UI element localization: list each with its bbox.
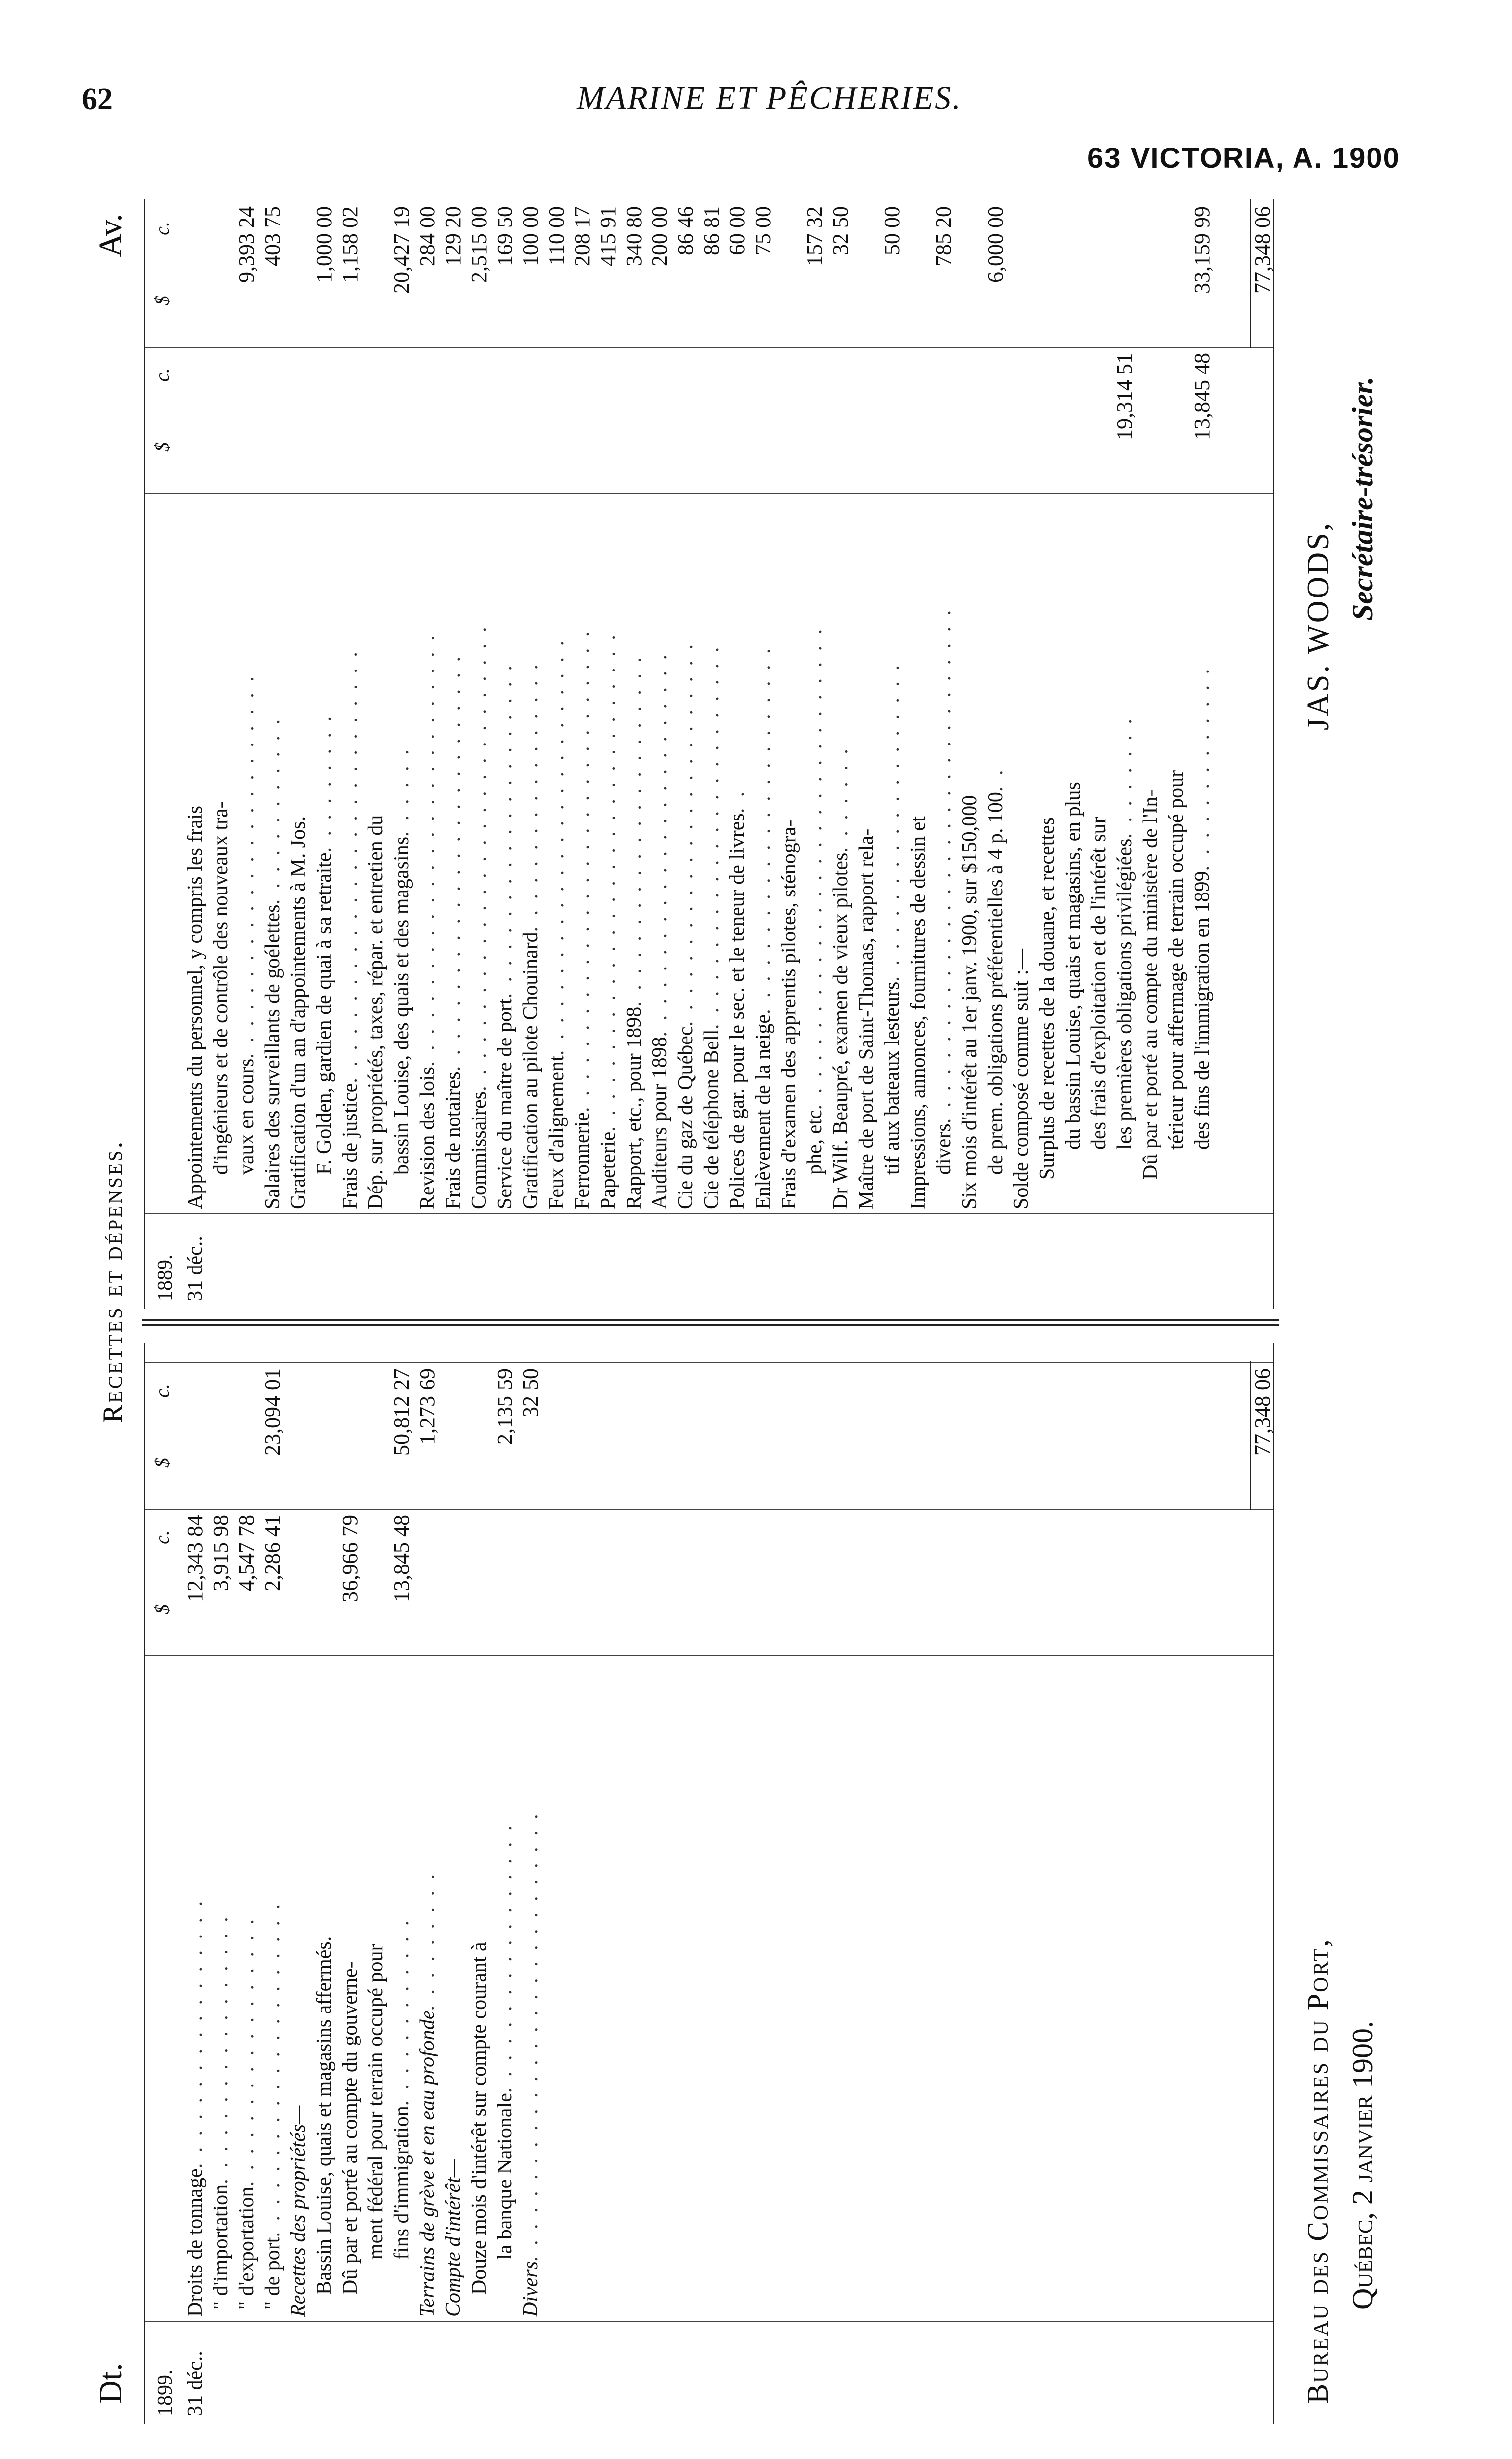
expenses-line-label bbox=[183, 806, 208, 1209]
expenses-line-text: du bassin Louise, quais et magasins, en plus bbox=[1062, 782, 1084, 1150]
leader-dots: . . . . . . . . . . . . . . . . . . . . . . . . bbox=[235, 673, 258, 1059]
expenses-line-label bbox=[260, 716, 285, 1209]
receipts-amount: 23,094 01 bbox=[260, 1368, 285, 1456]
expenses-line-label bbox=[983, 767, 1008, 1175]
ledger-rotated bbox=[74, 199, 1445, 2424]
center-rule-2 bbox=[142, 1319, 1279, 1321]
expenses-line-label bbox=[441, 654, 466, 1209]
expenses-amount: 403 75 bbox=[260, 206, 285, 266]
receipts-line-label bbox=[234, 1916, 259, 2310]
expenses-amount: 75 00 bbox=[751, 206, 775, 255]
receipts-line-text: Droits de tonnage bbox=[184, 2168, 207, 2317]
expenses-amount: 100 00 bbox=[518, 206, 543, 266]
receipts-line-text: " d'importation bbox=[210, 2184, 232, 2310]
expenses-line-label bbox=[596, 632, 621, 1209]
leader-dots: . . . . . . . . . . . . . . . . . . . . . . . . . . bbox=[442, 653, 465, 1072]
office-name: Bureau des Commissaires du Port, bbox=[1301, 1938, 1334, 2404]
leader-dots: . . . . . . . . . . . . . . . . . . . . . . . . . . . bbox=[339, 649, 361, 1083]
expenses-subtotal: 13,845 48 bbox=[1190, 353, 1214, 440]
expenses-line-label bbox=[1112, 716, 1137, 1150]
receipts-line-text: Douze mois d'intérêt sur compte courant à bbox=[468, 1942, 491, 2295]
place-date: Québec, 2 janvier 1900. bbox=[1346, 2021, 1379, 2310]
expenses-line-label bbox=[751, 646, 776, 1210]
expenses-line-label bbox=[725, 789, 750, 1209]
expenses-year: 1889. bbox=[154, 1254, 177, 1301]
expenses-line-label bbox=[932, 607, 956, 1175]
expenses-line-text: Rapport, etc., pour 1898 bbox=[623, 1006, 646, 1209]
expenses-line-text: Commissaires bbox=[468, 1091, 491, 1209]
expenses-line-label bbox=[880, 662, 905, 1175]
expenses-line-label bbox=[1061, 782, 1085, 1150]
expenses-amount: 60 00 bbox=[725, 206, 749, 255]
leader-dots: . . . . . . . . . . . . . . . . . . . . bbox=[881, 662, 904, 982]
receipts-line-label bbox=[493, 1823, 517, 2260]
receipts-subtotal: 36,966 79 bbox=[338, 1515, 362, 1602]
leader-dots: . . . . . . . . . bbox=[416, 1871, 439, 2011]
expenses-line-text: les premières obligations privilégiées bbox=[1113, 838, 1136, 1150]
cents-head: c. bbox=[151, 1384, 173, 1398]
running-head: MARINE ET PÊCHERIES. bbox=[577, 80, 962, 116]
receipts-amount: 32 50 bbox=[518, 1368, 543, 1417]
leader-dots: . . . . . . . . . . . . . . . . . . . . . . . . . . . bbox=[416, 632, 439, 1067]
credit-label: Av. bbox=[92, 214, 129, 257]
expenses-amount: 1,000 00 bbox=[312, 206, 336, 283]
expenses-line-text: vaux en cours bbox=[235, 1058, 258, 1175]
expenses-line-label bbox=[622, 654, 647, 1209]
expenses-line-text: Solde composé comme suit :— bbox=[1010, 949, 1033, 1209]
expenses-line-text: d'ingénieurs et de contrôle des nouveaux tra- bbox=[210, 801, 232, 1175]
leader-dots: . . . . . . . . . bbox=[313, 713, 336, 853]
expenses-line-text: Gratification au pilote Chouinard bbox=[519, 932, 542, 1209]
leader-dots: . . . . . . . bbox=[829, 746, 852, 853]
receipts-side bbox=[144, 1343, 1274, 2424]
receipts-line-label bbox=[286, 2106, 311, 2317]
expenses-line-text: Gratification d'un an d'appointements à M. Jos. bbox=[287, 816, 310, 1209]
expenses-line-text: F. Golden, gardien de quai à sa retraite bbox=[313, 852, 336, 1175]
receipts-line-label bbox=[183, 1898, 208, 2317]
expenses-subtotal: 19,314 51 bbox=[1112, 353, 1137, 440]
expenses-amount: 785 20 bbox=[932, 206, 956, 266]
leader-dots: . . . . . . . . . . . . . . . . . . . . . . . . . . bbox=[545, 637, 568, 1056]
expenses-amount: 2,515 00 bbox=[467, 206, 491, 283]
expenses-line-label bbox=[389, 746, 414, 1175]
expenses-line-text: Maître de port de Saint-Thomas, rapport rela- bbox=[855, 828, 878, 1209]
leader-dots: . . . . . . . . . . . . . . . . . . . . . . . . bbox=[700, 644, 723, 1030]
receipts-line-text: Terrains de grève et en eau profonde bbox=[416, 2010, 439, 2317]
receipts-line-label bbox=[209, 1914, 233, 2310]
expenses-line-text: divers bbox=[933, 1123, 955, 1175]
receipts-line-text: Dû par et porté au compte du gouverne- bbox=[339, 1961, 361, 2295]
receipts-line-text: la banque Nationale bbox=[494, 2093, 516, 2260]
receipts-line-label bbox=[518, 1811, 543, 2317]
leader-dots: . . . . . . bbox=[390, 746, 413, 837]
expenses-line-text: bassin Louise, des quais et des magasins bbox=[390, 836, 413, 1175]
expenses-line-label bbox=[570, 629, 595, 1209]
expenses-line-text: Dû par et porté au compte du ministère de l'In- bbox=[1139, 789, 1162, 1180]
receipts-subtotal: 3,915 98 bbox=[209, 1515, 233, 1591]
ledger-header bbox=[74, 199, 139, 2424]
expenses-line-text: tif aux bateaux lesteurs bbox=[881, 981, 904, 1175]
expenses-amount: 50 00 bbox=[880, 206, 904, 255]
expenses-line-text: Dép. sur propriétés, taxes, répar. et entretien du bbox=[364, 815, 387, 1209]
receipts-line-label bbox=[415, 1871, 440, 2317]
expenses-line-text: Ferronnerie bbox=[571, 1112, 594, 1209]
leader-dots: . . . . . . . . . . . . . . . . . . . . . . . . . . . . . bbox=[468, 624, 491, 1091]
expenses-amount: 20,427 19 bbox=[389, 206, 414, 294]
leader-dots: . . . . . . . . . . . . . . . . . . . . . . . . bbox=[674, 641, 697, 1027]
expenses-line-text: térieur pour affermage de terrain occupé pour bbox=[1165, 770, 1188, 1150]
leader-dots: . . . . . . . . . . . . . . . . . bbox=[210, 1914, 232, 2184]
expenses-amount: 129 20 bbox=[441, 206, 465, 266]
expenses-line-label bbox=[467, 624, 492, 1210]
center-rule bbox=[142, 1324, 1279, 1326]
expenses-line-text: Polices de gar. pour le sec. et le teneur de livres bbox=[726, 813, 749, 1209]
expenses-line-text: Appointements du personnel, y compris les frais bbox=[184, 805, 207, 1209]
leader-dots: . . bbox=[984, 767, 1007, 792]
leader-dots: . . . . . . . . . . . . . . . . . . . . . . . . . . . . bbox=[519, 1810, 542, 2262]
expenses-line-text: Frais de justice bbox=[339, 1083, 361, 1209]
cents-head: c. bbox=[151, 368, 173, 382]
receipts-grand-total: 77,348 06 bbox=[1250, 1368, 1275, 1456]
receipts-amount: 1,273 69 bbox=[415, 1368, 439, 1445]
expenses-line-label bbox=[1138, 790, 1163, 1180]
expenses-amount: 33,159 99 bbox=[1190, 206, 1214, 294]
receipts-line-label bbox=[312, 1937, 337, 2295]
expenses-line-label bbox=[957, 795, 982, 1209]
expenses-line-text: de prem. obligations préférentielles à 4 p. 100 bbox=[984, 792, 1007, 1175]
leader-dots: . . bbox=[726, 788, 749, 814]
receipts-subtotal: 2,286 41 bbox=[260, 1515, 285, 1591]
leader-dots: . . . . . . . . . . . . . . . . . bbox=[235, 1916, 258, 2187]
expenses-line-text: Revision des lois bbox=[416, 1066, 439, 1209]
expenses-amount: 86 81 bbox=[699, 206, 723, 255]
expenses-line-text: des frais d'exploitation et de l'intérêt sur bbox=[1087, 817, 1110, 1150]
expenses-line-text: Salaires des surveillants de goélettes bbox=[261, 904, 284, 1209]
expenses-line-text: des fins de l'immigration en 1899 bbox=[1191, 871, 1214, 1150]
leader-dots: . . . . . . . . . . . . . . . . . . . . . bbox=[261, 1901, 284, 2237]
expenses-amount: 340 80 bbox=[622, 206, 646, 266]
expenses-line-label bbox=[415, 632, 440, 1209]
receipts-amount: 2,135 59 bbox=[493, 1368, 517, 1445]
receipts-line-text: Divers bbox=[519, 2261, 542, 2317]
receipts-line-label bbox=[389, 1918, 414, 2260]
receipts-line-label bbox=[467, 1942, 492, 2295]
dollar-head: $ bbox=[151, 442, 173, 452]
expenses-amount: 169 50 bbox=[493, 206, 517, 266]
receipts-line-text: Compte d'intérêt— bbox=[442, 2159, 465, 2317]
expenses-amount: 1,158 02 bbox=[338, 206, 362, 283]
expenses-line-label bbox=[312, 713, 337, 1175]
expenses-side bbox=[144, 199, 1274, 1309]
expenses-line-label bbox=[286, 816, 311, 1209]
receipts-line-label bbox=[441, 2159, 466, 2317]
receipts-line-text: fins d'immigration bbox=[390, 2106, 413, 2260]
signer-name: JAS. WOODS, bbox=[1301, 521, 1335, 730]
receipts-line-text: " d'exportation bbox=[235, 2186, 258, 2310]
dollar-head: $ bbox=[151, 1604, 173, 1614]
expenses-line-label bbox=[1086, 817, 1111, 1150]
expenses-line-text: Auditeurs pour 1898 bbox=[648, 1037, 671, 1209]
expenses-line-label bbox=[234, 673, 259, 1175]
leader-dots: . . . . . . . . . . . . . bbox=[1191, 666, 1214, 871]
receipts-line-label bbox=[363, 1944, 388, 2260]
expenses-line-text: phe, etc bbox=[803, 1110, 826, 1175]
expenses-line-label bbox=[1190, 666, 1215, 1150]
expenses-line-text: Impressions, annonces, fournitures de dessin et bbox=[907, 816, 930, 1209]
leader-dots: . . . . . . . . . . . . . . . . . . . . . . bbox=[623, 654, 646, 1007]
receipts-line-label bbox=[260, 1901, 285, 2310]
expenses-line-label bbox=[493, 663, 517, 1209]
expenses-line-label bbox=[338, 649, 362, 1209]
expenses-line-label bbox=[777, 820, 801, 1209]
expenses-line-text: Six mois d'intérêt au 1er janv. 1900, sur $150,000 bbox=[958, 795, 981, 1209]
expenses-line-text: Surplus de recettes de la douane, et recettes bbox=[1036, 817, 1059, 1180]
leader-dots: . . . . . . . . . . . . . . . . . . . . . . . . . . . . . . bbox=[803, 626, 826, 1110]
leader-dots: . . . . . . . . . . . . . . . . . bbox=[184, 1898, 207, 2169]
expenses-line-text: Cie de téléphone Bell bbox=[700, 1029, 723, 1209]
expenses-line-label bbox=[802, 626, 827, 1175]
receipts-line-text: ment fédéral pour terrain occupé pour bbox=[364, 1944, 387, 2260]
expenses-amount: 86 46 bbox=[673, 206, 698, 255]
expenses-amount: 284 00 bbox=[415, 206, 439, 266]
leader-dots: . . . . . . . . . . . . . . . . . . . . . . . . . . . . . . bbox=[571, 628, 594, 1113]
expenses-amount: 157 32 bbox=[802, 206, 827, 266]
expenses-line-text: Frais d'examen des apprentis pilotes, sténogra- bbox=[778, 820, 800, 1209]
expenses-amount: 6,000 00 bbox=[983, 206, 1008, 283]
leader-dots: . . . . . . . . . . . . . . . . . . . . . bbox=[494, 662, 516, 999]
debit-label: Dt. bbox=[92, 2363, 129, 2404]
expenses-line-text: Dr Wilf. Beaupré, examen de vieux pilotes bbox=[829, 852, 852, 1209]
dollar-head: $ bbox=[151, 296, 173, 305]
expenses-amount: 32 50 bbox=[828, 206, 853, 255]
expenses-amount: 208 17 bbox=[570, 206, 594, 266]
expenses-line-text: Feux d'alignement bbox=[545, 1055, 568, 1209]
expenses-line-label bbox=[544, 638, 569, 1209]
receipts-line-label bbox=[338, 1961, 362, 2295]
expenses-line-text: Papeterie bbox=[597, 1131, 620, 1209]
expenses-line-label bbox=[209, 801, 233, 1175]
receipts-date: 31 déc.. bbox=[184, 2351, 207, 2416]
expenses-line-label bbox=[828, 746, 853, 1209]
expenses-line-text: Enlèvement de la neige bbox=[752, 1014, 775, 1209]
session-label: 63 VICTORIA, A. 1900 bbox=[1087, 142, 1400, 174]
receipts-subtotal: 13,845 48 bbox=[389, 1515, 414, 1602]
expenses-line-label bbox=[518, 662, 543, 1209]
expenses-amount: 110 00 bbox=[544, 206, 569, 266]
cents-head: c. bbox=[151, 1530, 173, 1544]
leader-dots: . . . . . . . . . . . . bbox=[261, 716, 284, 905]
expenses-line-text: Cie du gaz de Québec bbox=[674, 1026, 697, 1209]
expenses-line-label bbox=[1035, 817, 1060, 1180]
receipts-subtotal: 12,343 84 bbox=[183, 1515, 207, 1602]
expenses-line-label bbox=[699, 644, 724, 1209]
leader-dots: . . . . . . . . . . . . . . . . . . . . . . . . bbox=[648, 651, 671, 1037]
cents-head: c. bbox=[151, 222, 173, 235]
leader-dots: . . . . . . . . . . . . . . . . . bbox=[519, 661, 542, 932]
leader-dots: . . . . . . . . bbox=[1113, 716, 1136, 839]
expenses-amount: 200 00 bbox=[648, 206, 672, 266]
expenses-grand-total: 77,348 06 bbox=[1250, 206, 1275, 294]
page-number: 62 bbox=[82, 82, 113, 116]
expenses-line-label bbox=[673, 641, 698, 1209]
expenses-amount: 9,393 24 bbox=[234, 206, 259, 283]
expenses-line-label bbox=[1164, 770, 1189, 1150]
receipts-line-text: Recettes des propriétés— bbox=[287, 2105, 310, 2317]
expenses-line-label bbox=[906, 816, 931, 1209]
receipts-line-text: " de port bbox=[261, 2237, 284, 2310]
leader-dots: . . . . . . . . . . . . . . . . . . . . . . . . . . . . . . . . bbox=[933, 607, 955, 1124]
dollar-head: $ bbox=[151, 1458, 173, 1468]
receipts-line-text: Bassin Louise, quais et magasins affermés. bbox=[313, 1936, 336, 2295]
expenses-line-label bbox=[854, 829, 879, 1209]
expenses-line-text: Service du maître de port bbox=[494, 998, 516, 1209]
ledger-title: Recettes et dépenses. bbox=[97, 1139, 128, 1423]
expenses-date: 31 déc.. bbox=[184, 1236, 207, 1301]
expenses-amount: 415 91 bbox=[596, 206, 620, 266]
leader-dots: . . . . . . . . . . . . bbox=[390, 1917, 413, 2106]
leader-dots: . . . . . . . . . . . . . . . . . . . . . . . bbox=[752, 645, 775, 1014]
receipts-subtotal: 4,547 78 bbox=[234, 1515, 259, 1591]
expenses-line-text: Frais de notaires bbox=[442, 1071, 465, 1209]
receipts-amount: 50,812 27 bbox=[389, 1368, 414, 1456]
signer-title: Secrétaire-trésorier. bbox=[1346, 376, 1379, 621]
receipts-year: 1899. bbox=[154, 2369, 177, 2416]
leader-dots: . . . . . . . . . . . . . . . . . . . . . . . . . . . . . . . bbox=[597, 632, 620, 1132]
leader-dots: . . . . . . . . . . . . . . . . . bbox=[494, 1822, 516, 2093]
expenses-line-label bbox=[1009, 949, 1034, 1209]
expenses-line-label bbox=[648, 652, 672, 1209]
expenses-line-label bbox=[363, 815, 388, 1209]
